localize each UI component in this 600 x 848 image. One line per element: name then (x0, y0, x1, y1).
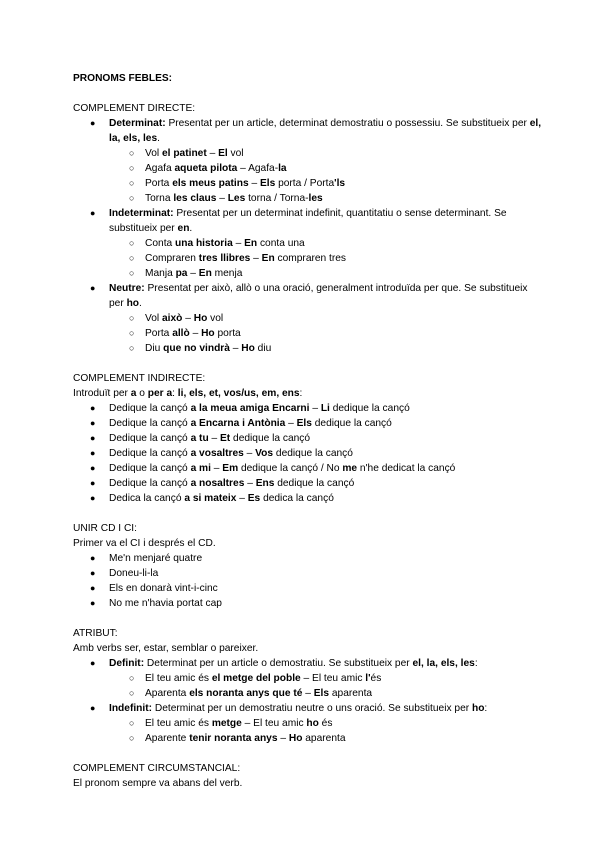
bullet-icon: ● (90, 658, 96, 668)
list-item: ○ El teu amic és el metge del poble – El teu amic l'és (129, 673, 382, 684)
list-item: ● Dedique la cançó a mi – Em dedique la cançó / No me n'he dedicat la cançó (90, 463, 456, 474)
list-item: ● Dedique la cançó a Encarna i Antònia – Els dedique la cançó (90, 418, 392, 429)
list-item: ○ Porta els meus patins – Els porta / Porta'ls (129, 178, 346, 189)
bullet-icon: ● (90, 598, 96, 608)
list-item: ○ Vol el patinet – El vol (129, 148, 244, 159)
bullet-icon: ● (90, 493, 96, 503)
list-item: ○ Aparenta els noranta anys que té – Els aparenta (129, 688, 373, 699)
cd-list (73, 116, 543, 356)
list-item: ○ Agafa aqueta pilota – Agafa-la (129, 163, 287, 174)
ci-list (73, 401, 543, 506)
atribut-intro: Amb verbs ser, estar, semblar o pareixer. (73, 643, 259, 654)
document-page (73, 71, 543, 791)
list-item: ● Dedique la cançó a tu – Et dedique la cançó (90, 433, 311, 444)
list-item: ● Neutre: Presentat per això, allò o una oració, generalment introduïda per que. Se substitueix per ho. (90, 283, 528, 309)
bullet-icon: ● (90, 118, 96, 128)
hollow-bullet-icon: ○ (129, 718, 135, 728)
bullet-icon: ● (90, 283, 96, 293)
list-item: ● Definit: Determinat per un article o demostratiu. Se substitueix per el, la, els, les: (90, 658, 478, 669)
page-title: PRONOMS FEBLES: (73, 73, 173, 84)
bullet-icon: ● (90, 568, 96, 578)
atribut-list (73, 656, 543, 746)
ci-intro: Introduït per a o per a: li, els, et, vos/us, em, ens: (73, 388, 303, 399)
unir-intro: Primer va el CI i després el CD. (73, 538, 216, 549)
section-heading-unir: UNIR CD I CI: (73, 523, 137, 534)
bullet-icon: ● (90, 583, 96, 593)
list-item: ○ Diu que no vindrà – Ho diu (129, 343, 272, 354)
list-item: ● Dedique la cançó a la meua amiga Encarni – Li dedique la cançó (90, 403, 410, 414)
hollow-bullet-icon: ○ (129, 313, 135, 323)
section-heading-atribut: ATRIBUT: (73, 628, 118, 639)
hollow-bullet-icon: ○ (129, 163, 135, 173)
list-item: ● Indeterminat: Presentat per un determinat indefinit, quantitatiu o sense determinant. Se substitueix per en. (90, 208, 507, 234)
cc-intro: El pronom sempre va abans del verb. (73, 778, 243, 789)
hollow-bullet-icon: ○ (129, 238, 135, 248)
list-item: ○ Conta una historia – En conta una (129, 238, 305, 249)
list-item: ○ Manja pa – En menja (129, 268, 243, 279)
list-item: ○ El teu amic és metge – El teu amic ho és (129, 718, 333, 729)
hollow-bullet-icon: ○ (129, 733, 135, 743)
unir-list (73, 551, 543, 611)
list-item: ● Doneu-li-la (90, 568, 159, 579)
list-item: ○ Vol això – Ho vol (129, 313, 224, 324)
bullet-icon: ● (90, 478, 96, 488)
hollow-bullet-icon: ○ (129, 688, 135, 698)
bullet-icon: ● (90, 208, 96, 218)
list-item: ● Determinat: Presentat per un article, determinat demostratiu o possessiu. Se substitueix per el, la, els, les. (90, 118, 542, 144)
bullet-icon: ● (90, 463, 96, 473)
list-item: ○ Porta allò – Ho porta (129, 328, 241, 339)
section-heading-cc: COMPLEMENT CIRCUMSTANCIAL: (73, 763, 241, 774)
list-item: ● Indefinit: Determinat per un demostratiu neutre o uns oració. Se substitueix per ho: (90, 703, 488, 714)
list-item: ● No me n'havia portat cap (90, 598, 222, 609)
bullet-icon: ● (90, 433, 96, 443)
section-heading-ci: COMPLEMENT INDIRECTE: (73, 373, 206, 384)
hollow-bullet-icon: ○ (129, 268, 135, 278)
hollow-bullet-icon: ○ (129, 178, 135, 188)
bullet-icon: ● (90, 418, 96, 428)
bullet-icon: ● (90, 703, 96, 713)
list-item: ● Dedica la cançó a si mateix – Es dedica la cançó (90, 493, 334, 504)
list-item: ○ Compraren tres llibres – En compraren tres (129, 253, 347, 264)
hollow-bullet-icon: ○ (129, 253, 135, 263)
bullet-icon: ● (90, 553, 96, 563)
list-item: ○ Aparente tenir noranta anys – Ho aparenta (129, 733, 346, 744)
bullet-icon: ● (90, 403, 96, 413)
hollow-bullet-icon: ○ (129, 193, 135, 203)
bullet-icon: ● (90, 448, 96, 458)
list-item: ● Me'n menjaré quatre (90, 553, 203, 564)
hollow-bullet-icon: ○ (129, 328, 135, 338)
section-heading-cd: COMPLEMENT DIRECTE: (73, 103, 196, 114)
list-item: ○ Torna les claus – Les torna / Torna-les (129, 193, 323, 204)
list-item: ● Dedique la cançó a nosaltres – Ens dedique la cançó (90, 478, 355, 489)
list-item: ● Els en donarà vint-i-cinc (90, 583, 218, 594)
hollow-bullet-icon: ○ (129, 673, 135, 683)
list-item: ● Dedique la cançó a vosaltres – Vos dedique la cançó (90, 448, 353, 459)
hollow-bullet-icon: ○ (129, 343, 135, 353)
hollow-bullet-icon: ○ (129, 148, 135, 158)
